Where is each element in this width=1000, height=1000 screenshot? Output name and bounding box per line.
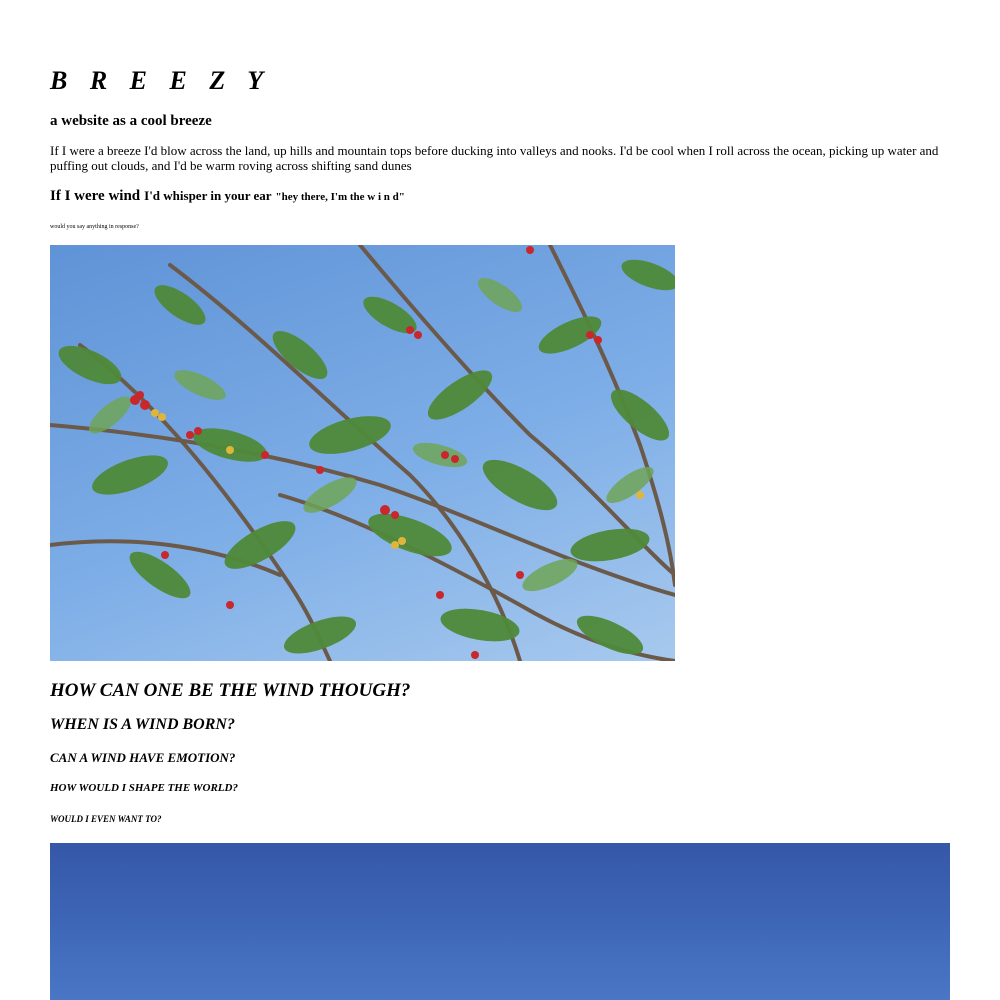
blue-sky-photo [50, 843, 950, 1000]
question-heading-5: WOULD I EVEN WANT TO? [50, 814, 162, 824]
cherry-tree-photo [50, 245, 675, 661]
wind-line [50, 185, 405, 208]
wind-line-part-2: I'd whisper in your ear [144, 188, 272, 203]
question-heading-4: HOW WOULD I SHAPE THE WORLD? [50, 782, 238, 794]
question-heading-1: HOW CAN ONE BE THE WIND THOUGH? [50, 680, 411, 701]
tagline: a website as a cool breeze [50, 113, 212, 129]
question-heading-3: CAN A WIND HAVE EMOTION? [50, 750, 236, 765]
wind-line-part-1: If I were wind [50, 188, 141, 204]
question-heading-2: WHEN IS A WIND BORN? [50, 716, 235, 733]
wind-line-part-3: "hey there, I'm the w i n d" [275, 191, 405, 203]
intro-paragraph: If I were a breeze I'd blow across the land, up hills and mountain tops before ducking into valleys and nooks. I'd be cool when I roll across the ocean, picking up water and puffing out clouds, and I'd be warm roving across shifting sand dunes [50, 143, 939, 173]
cherry-tree-illustration [50, 245, 675, 661]
site-title: B R E E Z Y [50, 66, 272, 95]
response-question: would you say anything in response? [50, 224, 139, 230]
